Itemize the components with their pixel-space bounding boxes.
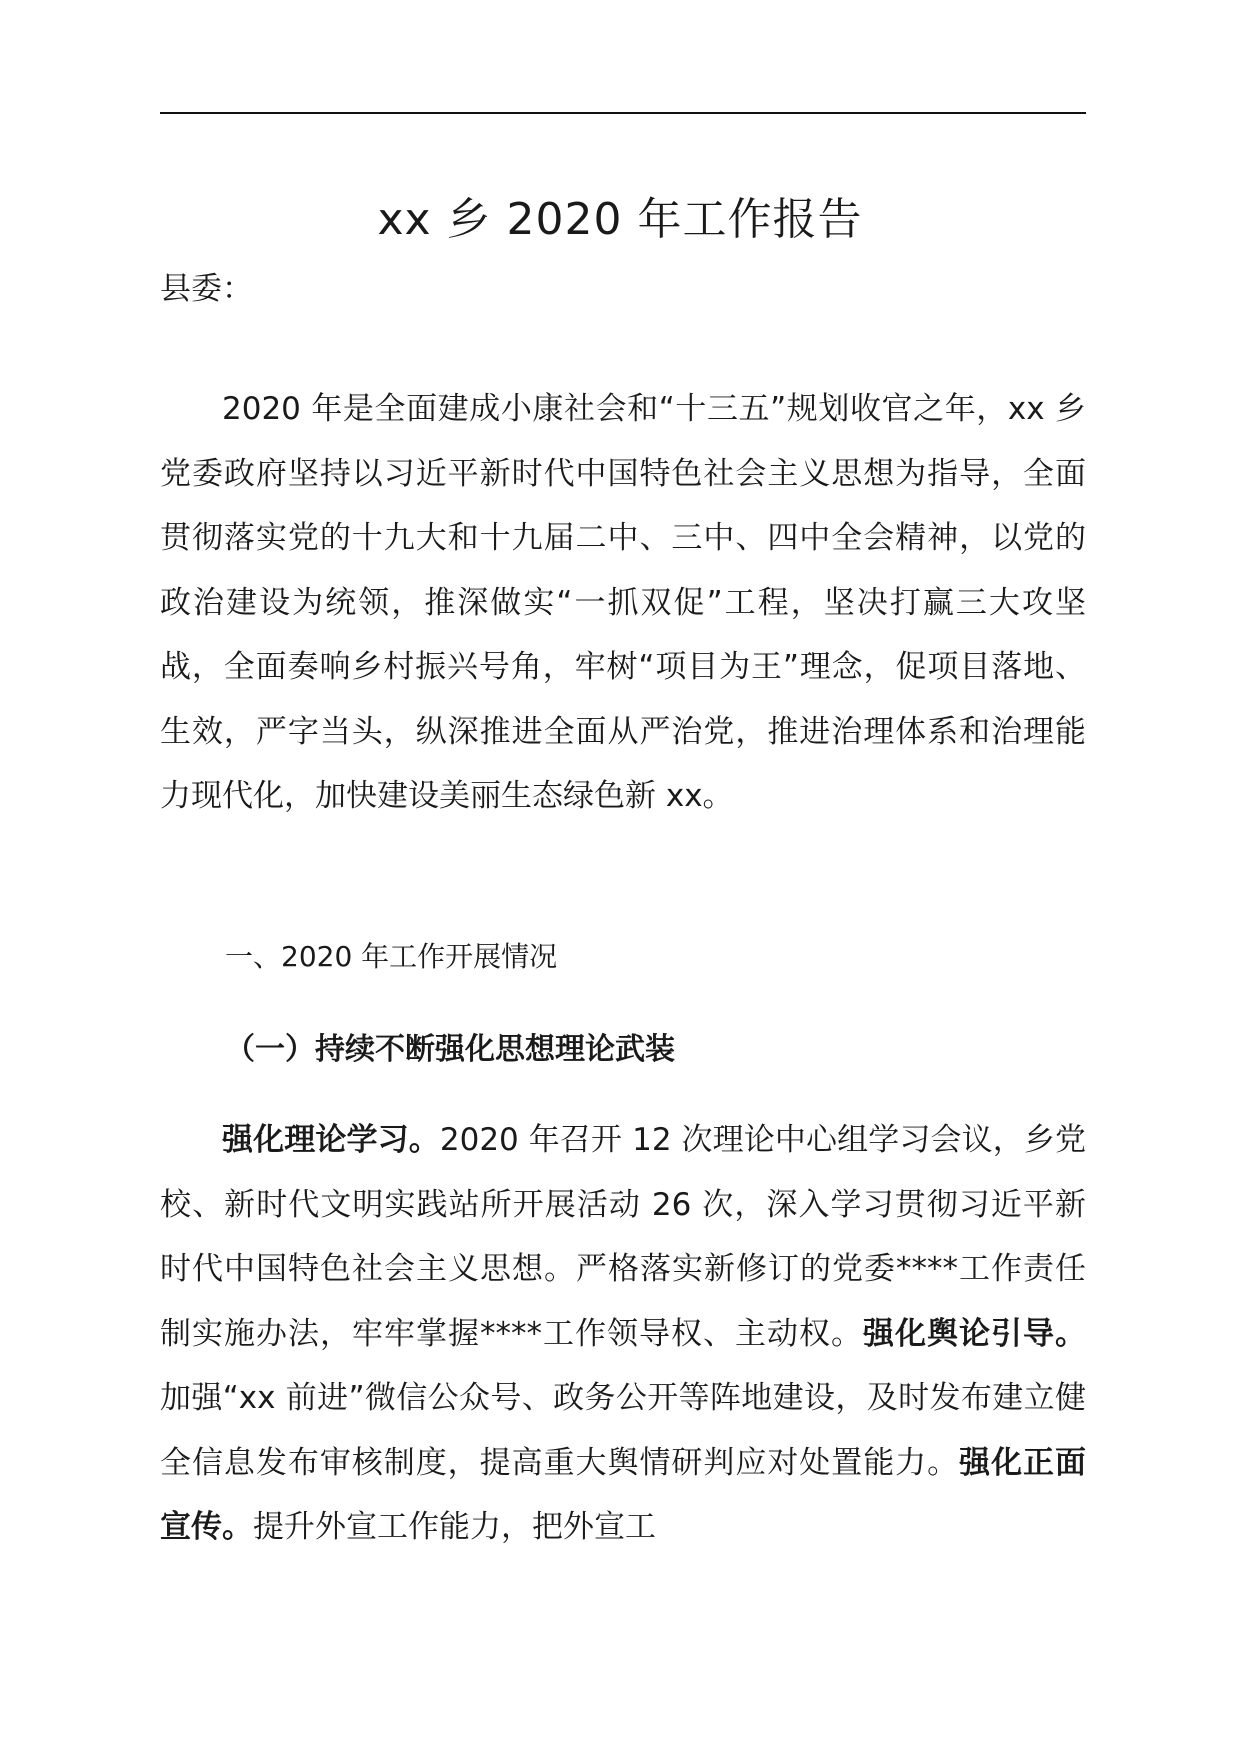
subsection-heading: （一）持续不断强化思想理论武装 [225,1032,675,1067]
intro-paragraph: 2020 年是全面建成小康社会和“十三五”规划收官之年，xx 乡党委政府坚持以习近平新时代中国特色社会主义思想为指导，全面贯彻落实党的十九大和十九届二中、三中、四中全会精神，以党的政治建设为统领，推深做实“一抓双促”工程，坚决打赢三大攻坚战，全面奏响乡村振兴号角，牢树“项目为王”理念，促项目落地、生效，严字当头，纵深推进全面从严治党，推进治理体系和治理能力现代化，加快建设美丽生态绿色新 xx。 [160,391,1086,814]
salutation: 县委： [160,271,253,307]
header-rule [160,112,1086,114]
paragraph-text: 2020 年召开 12 次理论中心组学习会议，乡党校、新时代文明实践站所开展活动 26 次，深入学习贯彻习近平新时代中国特色社会主义思想。严格落实新修订的党委****工作责任制实施办法，牢牢掌握****工作领导权、主动权。 [160,1122,1087,1352]
lead-phrase-public-opinion: 强化舆论引导。 [863,1315,1086,1352]
paragraph-text: 加强“xx 前进”微信公众号、政务公开等阵地建设，及时发布建立健全信息发布审核制度，提高重大舆情研判应对处置能力。 [160,1380,1086,1481]
lead-phrase-theory-study: 强化理论学习。 [222,1122,440,1158]
section-heading: 一、2020 年工作开展情况 [225,940,558,973]
document-title: xx 乡 2020 年工作报告 [377,194,863,245]
theory-study-paragraph [160,1108,1086,1560]
lead-phrase-positive-publicity: 强化正面宣传。 [160,1444,1087,1545]
paragraph-text: 提升外宣工作能力，把外宣工 [253,1509,656,1545]
